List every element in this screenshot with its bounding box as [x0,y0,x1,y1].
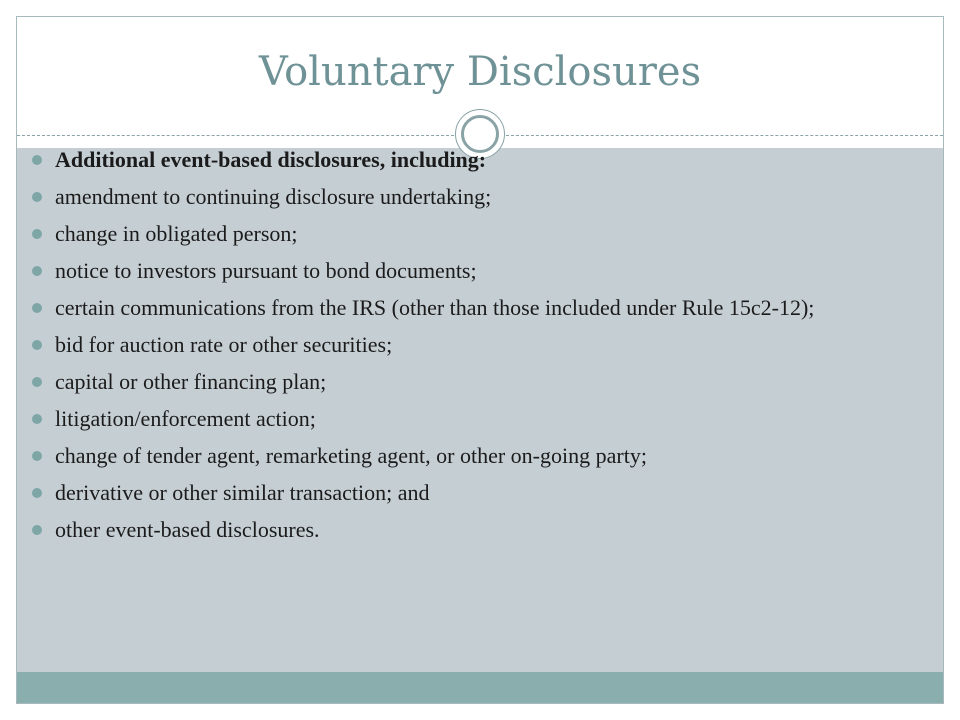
bullet-item [32,221,902,246]
bullet-text: litigation/enforcement action; [55,406,316,431]
bullet-text: derivative or other similar transaction; and [55,480,430,505]
bullet-item [32,332,902,357]
bullet-text: Additional event-based disclosures, including: [55,147,487,172]
bullet-item [32,295,902,320]
bullet-item [32,480,902,505]
round-bullet-icon [32,229,42,239]
round-bullet-icon [32,414,42,424]
bullet-item [32,369,902,394]
bullet-item [32,443,902,468]
bullet-item [32,517,902,542]
bullet-text: notice to investors pursuant to bond documents; [55,258,477,283]
round-bullet-icon [32,488,42,498]
bullet-list [32,147,902,554]
bullet-item [32,147,902,172]
bullet-text: capital or other financing plan; [55,369,327,394]
round-bullet-icon [32,266,42,276]
bullet-text: bid for auction rate or other securities; [55,332,393,357]
bullet-text: change of tender agent, remarketing agent, or other on-going party; [55,443,647,468]
bullet-item [32,406,902,431]
slide-title: Voluntary Disclosures [258,49,702,95]
bullet-text: certain communications from the IRS (other than those included under Rule 15c2-12); [55,295,815,320]
bullet-text: amendment to continuing disclosure undertaking; [55,184,492,209]
round-bullet-icon [32,525,42,535]
round-bullet-icon [32,377,42,387]
bullet-text: change in obligated person; [55,221,298,246]
round-bullet-icon [32,155,42,165]
bullet-item [32,184,902,209]
round-bullet-icon [32,451,42,461]
round-bullet-icon [32,340,42,350]
round-bullet-icon [32,192,42,202]
bullet-item [32,258,902,283]
bullet-text: other event-based disclosures. [55,517,320,542]
footer-bar [17,672,943,704]
round-bullet-icon [32,303,42,313]
